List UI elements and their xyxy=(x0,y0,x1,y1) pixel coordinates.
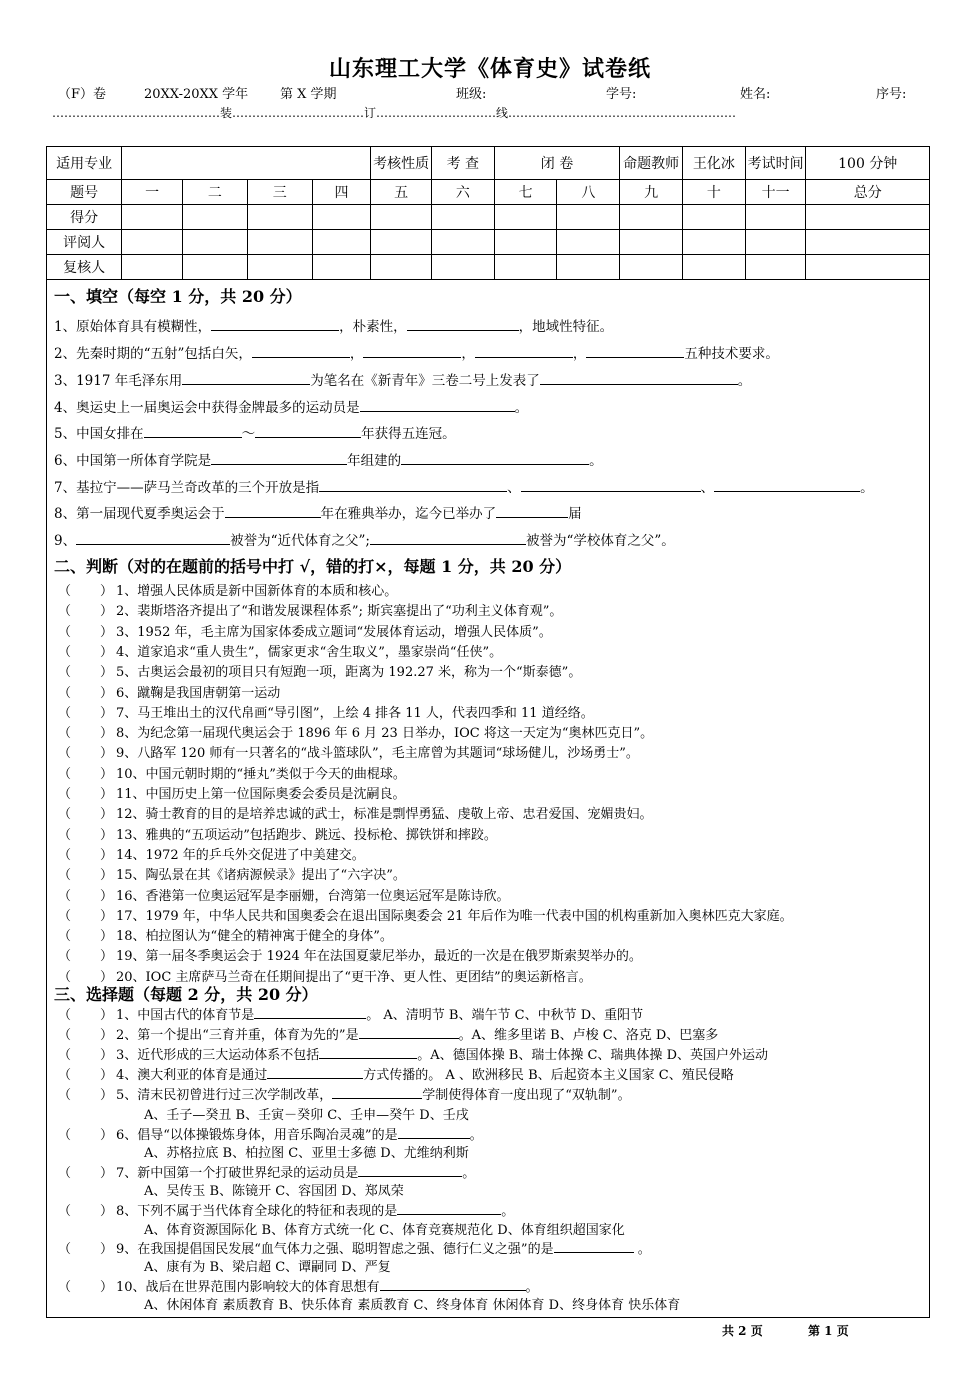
judge-item xyxy=(58,763,406,782)
question-no: 七 xyxy=(494,180,557,205)
judge-item xyxy=(58,885,510,904)
answer-bracket[interactable]: （ ） xyxy=(58,644,113,660)
judge-item xyxy=(58,905,793,924)
judge-item xyxy=(58,641,502,660)
answer-bracket[interactable]: （ ） xyxy=(58,705,113,721)
judge-item xyxy=(58,844,365,863)
choice-question: （ ） 8、下列不属于当代体育全球化的特征和表现的是 。 xyxy=(58,1200,514,1219)
fill-question: 9、 被誉为“近代体育之父”; 被誉为“学校体育之父”。 xyxy=(54,533,675,549)
judge-item xyxy=(58,742,639,761)
question-no: 六 xyxy=(431,180,494,205)
section-choice-heading: 三、选择题（每题 2 分，共 20 分） xyxy=(54,985,318,1004)
answer-bracket[interactable]: （ ） xyxy=(58,827,113,843)
answer-bracket[interactable]: （ ） xyxy=(58,868,113,884)
judge-statement: 18、柏拉图认为“健全的精神寓于健全的身体”。 xyxy=(116,929,393,945)
student-no-label: 学号: xyxy=(606,87,637,102)
judge-item xyxy=(58,580,397,599)
judge-statement: 8、为纪念第一届现代奥运会于 1896 年 6 月 23 日举办，IOC 将这一天定为“奥林匹克日”。 xyxy=(116,726,654,742)
answer-bracket[interactable]: （ ） xyxy=(58,908,113,924)
choice-question: （ ） 4、澳大利亚的体育是通过 方式传播的。 A 、欧洲移民 B、后起资本主义国家 C、殖民侵略 xyxy=(58,1064,734,1083)
question-no: 八 xyxy=(557,180,620,205)
choice-question: （ ） 2、第一个提出“三育并重，体育为先的”是 。A、维多里诺 B、卢梭 C、洛克 D、巴塞多 xyxy=(58,1024,718,1043)
fill-question: 5、中国女排在 ～ 年获得五连冠。 xyxy=(54,426,456,442)
fill-question: 8、第一届现代夏季奥运会于 年在雅典举办，迄今已举办了 届 xyxy=(54,506,582,522)
judge-statement: 6、蹴鞠是我国唐朝第一运动 xyxy=(116,685,281,701)
question-no: 九 xyxy=(620,180,683,205)
answer-bracket[interactable]: （ ） xyxy=(58,888,113,904)
judge-item xyxy=(58,722,653,741)
question-no-label: 题号 xyxy=(47,180,122,205)
question-no: 十一 xyxy=(745,180,806,205)
answer-bracket[interactable]: （ ） xyxy=(58,847,113,863)
judge-statement: 12、骑士教育的目的是培养忠诚的武士，标准是剽悍勇猛、虔敬上帝、忠君爱国、宠媚贵妇。 xyxy=(116,807,653,823)
judge-item xyxy=(58,661,581,680)
teacher-name: 王化冰 xyxy=(683,147,746,180)
exam-time-value: 100 分钟 xyxy=(806,147,930,180)
judge-statement: 15、陶弘景在其《诸病源候录》提出了“六字决”。 xyxy=(116,868,406,884)
question-no: 一 xyxy=(122,180,183,205)
judge-item xyxy=(58,783,406,802)
answer-bracket[interactable]: （ ） xyxy=(58,807,113,823)
major-label: 适用专业 xyxy=(47,147,122,180)
choice-options: A、苏格拉底 B、柏拉图 C、亚里士多德 D、尤维纳利斯 xyxy=(144,1146,469,1161)
fill-question: 1、原始体育具有模糊性， ，朴素性， ，地域性特征。 xyxy=(54,319,614,335)
section-judge-heading: 二、判断（对的在题前的括号中打 √，错的打×，每题 1 分，共 20 分） xyxy=(54,557,572,576)
choice-options: A、休闲体育 素质教育 B、快乐体育 素质教育 C、终身体育 休闲体育 D、终身体育 快乐体育 xyxy=(144,1298,681,1313)
page-number: 第 1 页 xyxy=(808,1324,849,1338)
judge-statement: 13、雅典的“五项运动”包括跑步、跳远、投标枪、掷铁饼和摔跤。 xyxy=(116,827,497,843)
judge-item xyxy=(58,600,562,619)
choice-question: （ ） 1、中国古代的体育节是 。 A、清明节 B、端午节 C、中秋节 D、重阳节 xyxy=(58,1004,643,1023)
fill-question: 7、基拉宁——萨马兰奇改革的三个开放是指 、 、 。 xyxy=(54,480,874,496)
answer-bracket[interactable]: （ ） xyxy=(58,787,113,802)
judge-statement: 11、中国历史上第一位国际奥委会委员是沈嗣良。 xyxy=(116,787,406,802)
choice-options: A、体育资源国际化 B、体育方式统一化 C、体育竞赛规范化 D、体育组织超国家化 xyxy=(144,1223,625,1238)
score-table xyxy=(46,146,930,280)
judge-item xyxy=(58,945,642,964)
assess-type-label: 考核性质 xyxy=(371,147,432,180)
reviewer-row-label: 复核人 xyxy=(47,255,122,280)
question-no: 三 xyxy=(247,180,312,205)
judge-item xyxy=(58,621,552,640)
answer-bracket[interactable]: （ ） xyxy=(58,949,113,965)
score-row-label: 得分 xyxy=(47,205,122,230)
major-value xyxy=(122,147,371,180)
judge-statement: 16、香港第一位奥运冠军是李丽姗，台湾第一位奥运冠军是陈诗欣。 xyxy=(116,888,510,904)
answer-bracket[interactable]: （ ） xyxy=(58,929,113,945)
total-score-label: 总分 xyxy=(806,180,930,205)
fill-question: 4、奥运史上一届奥运会中获得金牌最多的运动员是 。 xyxy=(54,400,529,416)
exam-mode: 闭 卷 xyxy=(494,147,620,180)
question-no: 四 xyxy=(312,180,371,205)
judge-statement: 14、1972 年的乒乓外交促进了中美建交。 xyxy=(116,847,365,863)
total-pages: 共 2 页 xyxy=(722,1324,763,1338)
question-no: 五 xyxy=(371,180,432,205)
answer-bracket[interactable]: （ ） xyxy=(58,685,113,701)
judge-statement: 3、1952 年，毛主席为国家体委成立题词“发展体育运动，增强人民体质”。 xyxy=(116,624,552,640)
assess-type-value: 考 查 xyxy=(431,147,494,180)
judge-statement: 2、裴斯塔洛齐提出了“和谐发展课程体系”; 斯宾塞提出了“功利主义体育观”。 xyxy=(116,604,563,620)
judge-statement: 17、1979 年，中华人民共和国奥委会在退出国际奥委会 21 年后作为唯一代表中国的机构重新加入奥林匹克大家庭。 xyxy=(116,908,793,924)
page-title: 山东理工大学《体育史》试卷纸 xyxy=(328,56,651,82)
judge-item xyxy=(58,702,594,721)
name-label: 姓名: xyxy=(740,87,771,102)
judge-statement: 7、马王堆出土的汉代帛画“导引图”，上绘 4 排各 11 人，代表四季和 11 道经络。 xyxy=(116,705,594,721)
fill-question: 3、1917 年毛泽东用 为笔名在《新青年》三卷二号上发表了 。 xyxy=(54,373,752,389)
judge-item xyxy=(58,864,406,883)
section-fill-heading: 一、填空（每空 1 分，共 20 分） xyxy=(54,287,302,306)
judge-statement: 5、古奥运会最初的项目只有短跑一项，距离为 192.27 米，称为一个“斯泰德”。 xyxy=(116,665,582,681)
judge-item xyxy=(58,803,653,822)
class-label: 班级: xyxy=(456,87,487,102)
judge-statement: 10、中国元朝时期的“捶丸”类似于今天的曲棍球。 xyxy=(116,766,406,782)
judge-item xyxy=(58,682,280,701)
choice-question: （ ） 5、清末民初曾进行过三次学制改革， 学制使得体育一度出现了“双轨制”。 xyxy=(58,1084,631,1103)
choice-question: （ ） 3、近代形成的三大运动体系不包括 。A、德国体操 B、瑞士体操 C、瑞典体操 D、英国户外运动 xyxy=(58,1044,768,1063)
term: 第 X 学期 xyxy=(280,87,337,102)
fill-question: 6、中国第一所体育学院是 年组建的 。 xyxy=(54,453,603,469)
answer-bracket[interactable]: （ ） xyxy=(58,624,113,640)
answer-bracket[interactable]: （ ） xyxy=(58,604,113,620)
answer-bracket[interactable]: （ ） xyxy=(58,584,113,599)
choice-question: （ ） 6、倡导“以体操锻炼身体，用音乐陶冶灵魂”的是 。 xyxy=(58,1124,483,1143)
teacher-label: 命题教师 xyxy=(620,147,683,180)
question-no: 十 xyxy=(683,180,746,205)
paper-type: （F）卷 xyxy=(58,87,107,102)
binding-line: ……………………………………装……………………………订…………………………线………………………………………………… xyxy=(52,106,737,120)
choice-options: A、吴传玉 B、陈镜开 C、容国团 D、郑凤荣 xyxy=(144,1184,404,1199)
exam-time-label: 考试时间 xyxy=(745,147,806,180)
seq-label: 序号: xyxy=(876,87,907,102)
judge-statement: 20、IOC 主席萨马兰奇在任期间提出了“更干净、更人性、更团结”的奥运新格言。 xyxy=(116,969,592,985)
choice-options: A、壬子—癸丑 B、壬寅－癸卯 C、壬申—癸午 D、壬戌 xyxy=(144,1108,469,1123)
question-no: 二 xyxy=(182,180,247,205)
fill-question: 2、先秦时期的“五射”包括白矢， ， ， ， 五种技术要求。 xyxy=(54,346,779,362)
choice-options: A、康有为 B、梁启超 C、谭嗣同 D、严复 xyxy=(144,1260,391,1275)
judge-statement: 19、第一届冬季奥运会于 1924 年在法国夏蒙尼举办，最近的一次是在俄罗斯索契举办的。 xyxy=(116,949,642,965)
choice-question: （ ） 7、新中国第一个打破世界纪录的运动员是 。 xyxy=(58,1162,475,1181)
judge-statement: 1、增强人民体质是新中国新体育的本质和核心。 xyxy=(116,584,398,599)
grader-row-label: 评阅人 xyxy=(47,230,122,255)
answer-bracket[interactable]: （ ） xyxy=(58,766,113,782)
judge-item xyxy=(58,824,497,843)
answer-bracket[interactable]: （ ） xyxy=(58,969,113,985)
answer-bracket[interactable]: （ ） xyxy=(58,726,113,742)
student-info-line xyxy=(58,83,923,101)
judge-statement: 9、八路军 120 师有一只著名的“战斗篮球队”，毛主席曾为其题词“球场健儿，沙场勇士”。 xyxy=(116,746,639,762)
answer-bracket[interactable]: （ ） xyxy=(58,665,113,681)
answer-bracket[interactable]: （ ） xyxy=(58,746,113,762)
choice-question: （ ） 10、战后在世界范围内影响较大的体育思想有 。 xyxy=(58,1276,539,1295)
choice-question: （ ） 9、在我国提倡国民发展“血气体力之强、聪明智虑之强、德行仁义之强”的是 。 xyxy=(58,1238,651,1257)
judge-item xyxy=(58,925,393,944)
judge-statement: 4、道家追求“重人贵生”，儒家更求“舍生取义”，墨家崇尚“任侠”。 xyxy=(116,644,503,660)
school-year: 20XX-20XX 学年 xyxy=(144,87,249,102)
